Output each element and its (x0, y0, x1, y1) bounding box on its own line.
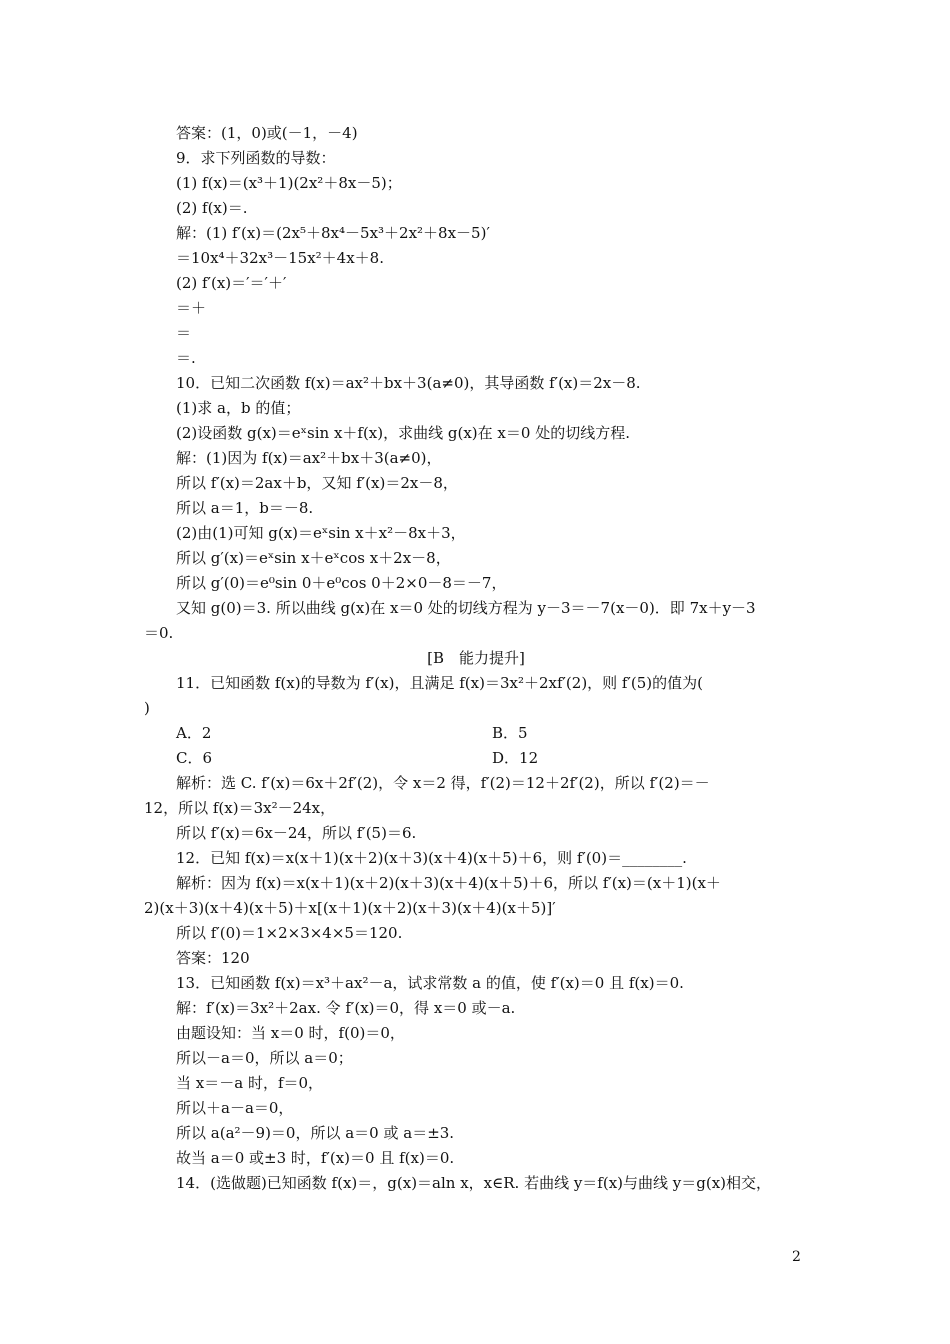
option-d: D．12 (492, 749, 539, 767)
analysis-11-line-1: 解析：选 C. f′(x)＝6x＋2f′(2)，令 x＝2 得，f′(2)＝12＋2f′(2)，所以 f′(2)＝－ (176, 774, 710, 792)
option-b: B．5 (492, 724, 528, 742)
solution-9-line-1: 解：(1) f′(x)＝(2x⁵＋8x⁴－5x³＋2x²＋8x－5)′ (176, 224, 490, 242)
analysis-11-line-2: 12，所以 f(x)＝3x²－24x， (144, 799, 336, 817)
question-10-part-1: (1)求 a，b 的值； (176, 399, 301, 417)
solution-13-line-6: 所以 a(a²－9)＝0，所以 a＝0 或 a＝±3. (176, 1124, 455, 1142)
question-10-part-2: (2)设函数 g(x)＝eˣsin x＋f(x)，求曲线 g(x)在 x＝0 处的切线方程. (176, 424, 630, 442)
solution-13-line-2: 由题设知：当 x＝0 时，f(0)＝0， (176, 1024, 405, 1042)
option-a: A．2 (176, 724, 212, 742)
solution-10-line-8: ＝0. (144, 624, 174, 642)
question-10: 10．已知二次函数 f(x)＝ax²＋bx＋3(a≠0)，其导函数 f′(x)＝2x－8. (176, 374, 641, 392)
solution-13-line-1: 解：f′(x)＝3x²＋2ax. 令 f′(x)＝0，得 x＝0 或－a. (176, 999, 516, 1017)
solution-10-line-1: 解：(1)因为 f(x)＝ax²＋bx＋3(a≠0)， (176, 449, 442, 467)
solution-10-line-7: 又知 g(0)＝3. 所以曲线 g(x)在 x＝0 处的切线方程为 y－3＝－7(x－0)．即 7x＋y－3 (176, 599, 756, 617)
solution-10-line-2: 所以 f′(x)＝2ax＋b，又知 f′(x)＝2x－8， (176, 474, 458, 492)
analysis-11-line-3: 所以 f′(x)＝6x－24，所以 f′(5)＝6. (176, 824, 417, 842)
analysis-12-line-1: 解析：因为 f(x)＝x(x＋1)(x＋2)(x＋3)(x＋4)(x＋5)＋6，所以 f′(x)＝(x＋1)(x＋ (176, 874, 721, 892)
solution-10-line-4: (2)由(1)可知 g(x)＝eˣsin x＋x²－8x＋3， (176, 524, 466, 542)
solution-9-line-3: (2) f′(x)＝′＝′＋′ (176, 274, 287, 292)
question-11-cont: ) (144, 699, 150, 717)
question-9-part-1: (1) f(x)＝(x³＋1)(2x²＋8x－5)； (176, 174, 402, 192)
question-13: 13．已知函数 f(x)＝x³＋ax²－a，试求常数 a 的值，使 f′(x)＝0 且 f(x)＝0. (176, 974, 684, 992)
solution-9-line-6: ＝. (176, 349, 196, 367)
question-9: 9．求下列函数的导数： (176, 149, 336, 167)
answer-8: 答案：(1，0)或(－1，－4) (176, 124, 358, 142)
question-9-part-2: (2) f(x)＝. (176, 199, 248, 217)
analysis-12-line-2: 2)(x＋3)(x＋4)(x＋5)＋x[(x＋1)(x＋2)(x＋3)(x＋4)(x＋5)]′ (144, 899, 556, 917)
solution-10-line-6: 所以 g′(0)＝e⁰sin 0＋e⁰cos 0＋2×0－8＝－7， (176, 574, 507, 592)
answer-12: 答案：120 (176, 949, 250, 967)
solution-10-line-5: 所以 g′(x)＝eˣsin x＋eˣcos x＋2x－8， (176, 549, 451, 567)
section-heading: [B 能力提升] (427, 649, 525, 667)
solution-10-line-3: 所以 a＝1，b＝－8. (176, 499, 314, 517)
question-14: 14．(选做题)已知函数 f(x)＝，g(x)＝aln x，x∈R. 若曲线 y＝f(x)与曲线 y＝g(x)相交， (176, 1174, 772, 1192)
question-12: 12．已知 f(x)＝x(x＋1)(x＋2)(x＋3)(x＋4)(x＋5)＋6，则 f′(0)＝________. (176, 849, 687, 867)
analysis-12-line-3: 所以 f′(0)＝1×2×3×4×5＝120. (176, 924, 403, 942)
option-c: C．6 (176, 749, 213, 767)
solution-9-line-4: ＝＋ (176, 299, 207, 317)
page-number: 2 (792, 1249, 801, 1265)
solution-9-line-2: ＝10x⁴＋32x³－15x²＋4x＋8. (176, 249, 384, 267)
solution-13-line-3: 所以－a＝0，所以 a＝0； (176, 1049, 353, 1067)
solution-9-line-5: ＝ (176, 324, 192, 342)
question-11: 11．已知函数 f(x)的导数为 f′(x)，且满足 f(x)＝3x²＋2xf′(2)，则 f′(5)的值为( (176, 674, 703, 692)
solution-13-line-5: 所以＋a－a＝0， (176, 1099, 294, 1117)
solution-13-line-7: 故当 a＝0 或±3 时，f′(x)＝0 且 f(x)＝0. (176, 1149, 455, 1167)
solution-13-line-4: 当 x＝－a 时，f＝0， (176, 1074, 324, 1092)
